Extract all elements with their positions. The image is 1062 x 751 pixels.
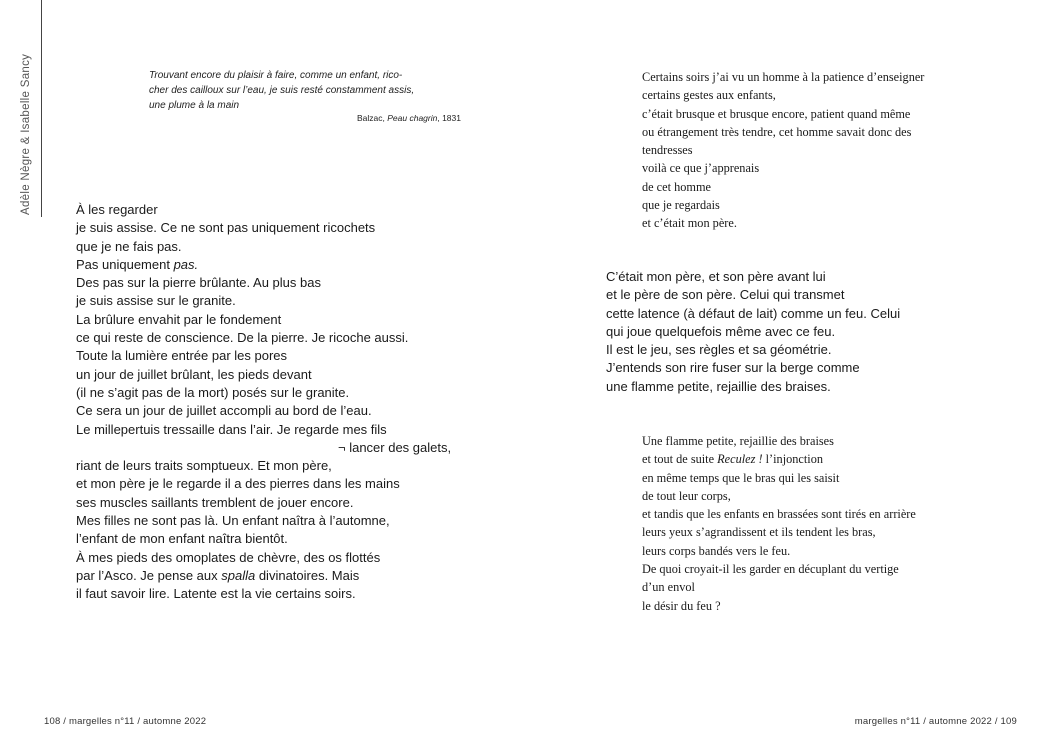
- poem-line: riant de leurs traits somptueux. Et mon père,: [76, 458, 332, 474]
- epigraph-line: une plume à la main: [149, 100, 240, 111]
- running-authors: Adèle Nègre & Isabelle Sancy: [20, 53, 32, 215]
- epigraph: [149, 68, 469, 113]
- poem-line: C’était mon père, et son père avant lui: [606, 269, 826, 284]
- epigraph-line: cher des cailloux sur l’eau, je suis resté constamment assis,: [149, 85, 415, 96]
- poem-line: il faut savoir lire. Latente est la vie certains soirs.: [76, 586, 356, 602]
- serif-line: de cet homme: [642, 179, 711, 194]
- margin-rule: [41, 0, 42, 217]
- folio-right: margelles n°11 / automne 2022 / 109: [854, 716, 1017, 727]
- serif-line: et c’était mon père.: [642, 216, 737, 231]
- epigraph-source: [149, 113, 461, 123]
- serif-line: que je regardais: [642, 198, 720, 213]
- serif-line: leurs yeux s’agrandissent et ils tendent les bras,: [642, 525, 876, 540]
- poem-line: et mon père je le regarde il a des pierres dans les mains: [76, 476, 400, 492]
- poem-line: l’enfant de mon enfant naîtra bientôt.: [76, 531, 288, 547]
- serif-line: voilà ce que j’apprenais: [642, 161, 760, 176]
- poem-line: (il ne s’agit pas de la mort) posés sur le granite.: [76, 384, 350, 400]
- poem-line: et le père de son père. Celui qui transmet: [606, 287, 845, 303]
- poem-line: J’entends son rire fuser sur la berge comme: [606, 360, 860, 376]
- poem-right: [606, 268, 900, 396]
- poem-line: je suis assise. Ce ne sont pas uniquement ricochets: [76, 220, 376, 236]
- serif-passage-top: [642, 68, 924, 233]
- serif-line: tendresses: [642, 143, 693, 158]
- poem-left: [76, 201, 451, 604]
- poem-line: qui joue quelquefois même avec ce feu.: [606, 323, 836, 339]
- serif-passage-bottom: [642, 432, 916, 615]
- poem-line: Toute la lumière entrée par les pores: [76, 348, 288, 364]
- serif-line: d’un envol: [642, 580, 695, 595]
- serif-line: et tandis que les enfants en brassées sont tirés en arrière: [642, 507, 916, 522]
- poem-line: une flamme petite, rejaillie des braises.: [606, 378, 831, 394]
- serif-line: ou étrangement très tendre, cet homme savait donc des: [642, 124, 912, 139]
- poem-line: par l’Asco. Je pense aux spalla divinatoires. Mais: [76, 567, 360, 583]
- poem-line: À les regarder: [76, 202, 158, 217]
- poem-line: Pas uniquement pas.: [76, 256, 199, 272]
- poem-line: ce qui reste de conscience. De la pierre. Je ricoche aussi.: [76, 330, 409, 346]
- serif-line: De quoi croyait-il les garder en décuplant du vertige: [642, 562, 899, 577]
- serif-line: en même temps que le bras qui les saisit: [642, 470, 840, 485]
- serif-line: Certains soirs j’ai vu un homme à la patience d’enseigner: [642, 70, 925, 84]
- poem-line: Ce sera un jour de juillet accompli au bord de l’eau.: [76, 403, 372, 419]
- serif-line: c’était brusque et brusque encore, patient quand même: [642, 106, 911, 121]
- serif-line: Une flamme petite, rejaillie des braises: [642, 434, 834, 448]
- serif-line: de tout leur corps,: [642, 488, 731, 503]
- poem-line: cette latence (à défaut de lait) comme un feu. Celui: [606, 305, 901, 321]
- poem-line: La brûlure envahit par le fondement: [76, 311, 282, 327]
- poem-line: Mes filles ne sont pas là. Un enfant naîtra à l’automne,: [76, 513, 390, 529]
- poem-line: un jour de juillet brûlant, les pieds devant: [76, 366, 312, 382]
- serif-line: leurs corps bandés vers le feu.: [642, 543, 791, 558]
- serif-line: certains gestes aux enfants,: [642, 88, 776, 103]
- poem-line: Il est le jeu, ses règles et sa géométrie.: [606, 342, 832, 358]
- source-title: Peau chagrin: [387, 113, 438, 123]
- poem-line: Le millepertuis tressaille dans l’air. Je regarde mes fils: [76, 421, 387, 437]
- poem-line: je suis assise sur le granite.: [76, 293, 236, 309]
- source-author: Balzac,: [357, 113, 388, 123]
- epigraph-line: Trouvant encore du plaisir à faire, comme un enfant, rico-: [149, 70, 403, 81]
- folio-left: 108 / margelles n°11 / automne 2022: [44, 716, 207, 727]
- poem-line: À mes pieds des omoplates de chèvre, des os flottés: [76, 549, 381, 565]
- poem-line-indented: ¬ lancer des galets,: [338, 439, 452, 455]
- poem-line: que je ne fais pas.: [76, 238, 182, 254]
- source-year: , 1831: [437, 113, 461, 123]
- serif-line: le désir du feu ?: [642, 598, 721, 613]
- poem-line: ses muscles saillants tremblent de jouer encore.: [76, 494, 354, 510]
- serif-line: et tout de suite Reculez ! l’injonction: [642, 452, 823, 467]
- poem-line: Des pas sur la pierre brûlante. Au plus bas: [76, 275, 321, 291]
